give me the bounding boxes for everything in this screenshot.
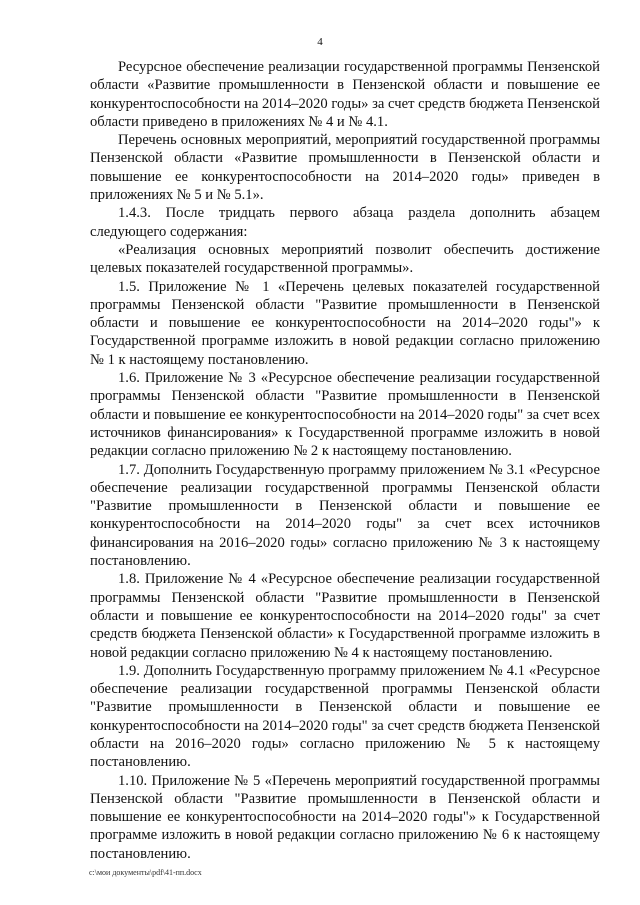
paragraph-1-5: 1.5. Приложение № 1 «Перечень целевых показателей государственной программы Пензенской области "Развитие промышленности в Пензенской области и повышение ее конкурентоспособности на 2014–2020 годы"» к Государственной программе изложить в новой редакции согласно приложению № 1 к настоящему постановлению. — [90, 278, 600, 368]
paragraph-1-9: 1.9. Дополнить Государственную программу приложением № 4.1 «Ресурсное обеспечение реализации государственной программы Пензенской области "Развитие промышленности в Пензенской области и повышение ее конкурентоспособности на 2014–2020 годы" за счет средств бюджета Пензенской области на 2016–2020 годы» согласно приложению № 5 к настоящему постановлению. — [90, 662, 600, 771]
paragraph-1-7: 1.7. Дополнить Государственную программу приложением № 3.1 «Ресурсное обеспечение реализации государственной программы Пензенской области "Развитие промышленности в Пензенской области и повышение ее конкурентоспособности на 2014–2020 годы" за счет всех источников финансирования на 2016–2020 годы» согласно приложению № 3 к настоящему постановлению. — [90, 461, 600, 570]
page-number: 4 — [317, 36, 323, 48]
paragraph-1-10: 1.10. Приложение № 5 «Перечень мероприятий государственной программы Пензенской области "Развитие промышленности в Пензенской области и повышение ее конкурентоспособности на 2014–2020 годы"» к Государственной программе изложить в новой редакции согласно приложению № 6 к настоящему постановлению. — [90, 772, 600, 862]
paragraph-activities-list: Перечень основных мероприятий, мероприятий государственной программы Пензенской области «Развитие промышленности в Пензенской области и повышение ее конкурентоспособности на 2014–2020 годы» приведен в приложениях № 5 и № 5.1». — [90, 132, 600, 204]
footer-file-path: c:\мои документы\pdf\41-пп.docx — [89, 868, 202, 877]
paragraph-1-6: 1.6. Приложение № 3 «Ресурсное обеспечение реализации государственной программы Пензенской области "Развитие промышленности в Пензенской области и повышение ее конкурентоспособности на 2014–2020 годы" за счет всех источников финансирования» к Государственной программе изложить в новой редакции согласно приложению № 2 к настоящему постановлению. — [90, 370, 600, 460]
paragraph-quoted-addition: «Реализация основных мероприятий позволит обеспечить достижение целевых показателей государственной программы». — [90, 241, 600, 277]
paragraph-1-8: 1.8. Приложение № 4 «Ресурсное обеспечение реализации государственной программы Пензенской области "Развитие промышленности в Пензенской области и повышение ее конкурентоспособности на 2014–2020 годы" за счет средств бюджета Пензенской области» к Государственной программе изложить в новой редакции согласно приложению № 4 к настоящему постановлению. — [90, 571, 600, 661]
paragraph-resource-provision: Ресурсное обеспечение реализации государственной программы Пензенской области «Развитие промышленности в Пензенской области и повышение ее конкурентоспособности на 2014–2020 годы» за счет средств бюджета Пензенской области приведено в приложениях № 4 и № 4.1. — [90, 59, 600, 130]
document-body — [90, 58, 600, 863]
paragraph-1-4-3: 1.4.3. После тридцать первого абзаца раздела дополнить абзацем следующего содержания: — [90, 205, 600, 240]
